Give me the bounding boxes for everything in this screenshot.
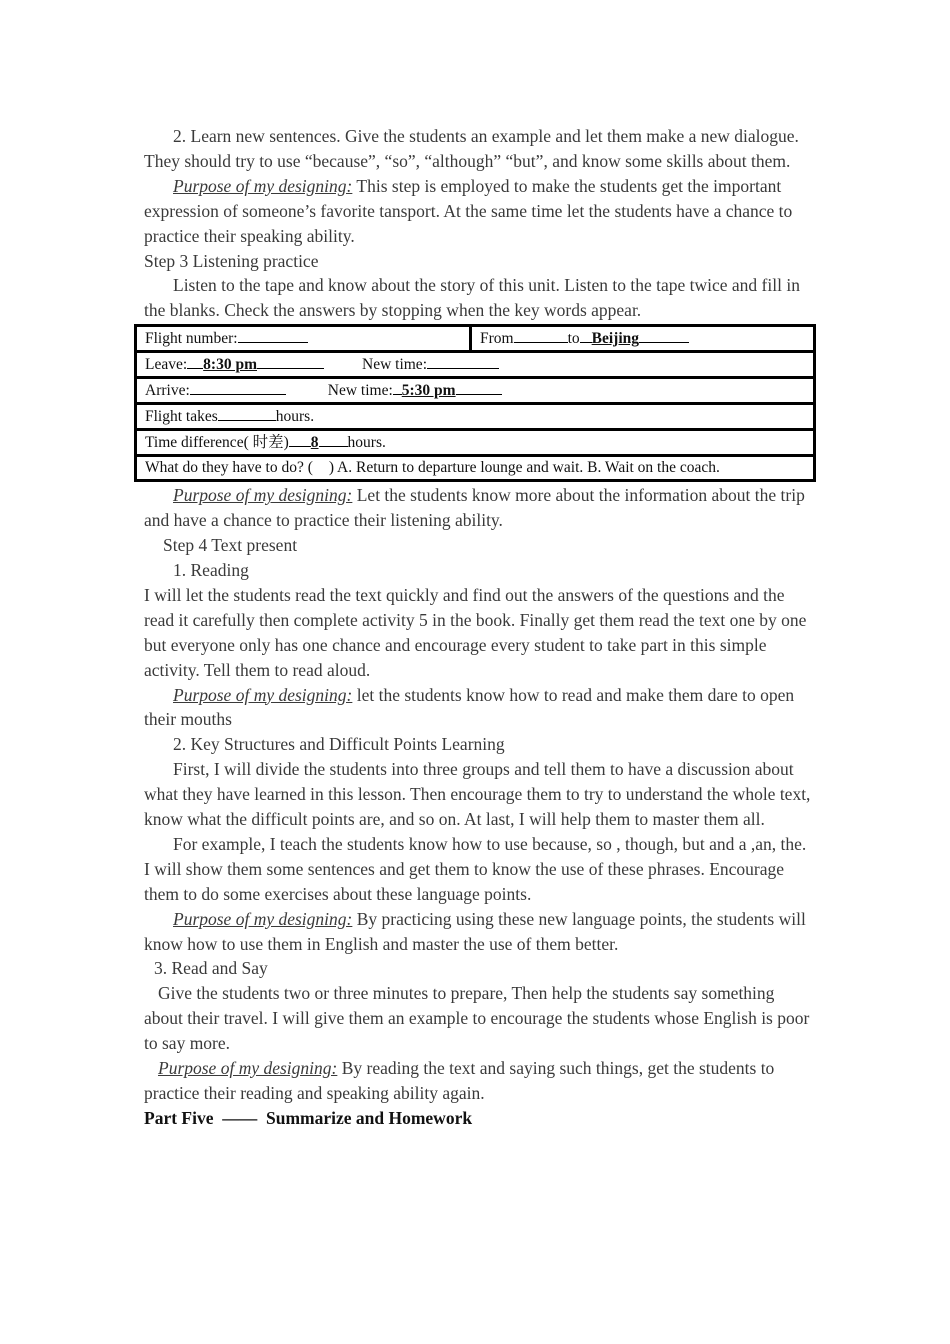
purpose-label: Purpose of my designing: xyxy=(173,485,353,506)
hours-label: hours. xyxy=(347,434,386,452)
step3-heading: Step 3 Listening practice xyxy=(144,250,319,271)
time-difference-label: Time difference( 时差) xyxy=(145,434,289,452)
flight-takes-cell xyxy=(136,404,815,430)
table-row xyxy=(136,456,815,481)
paragraph-purpose-3 xyxy=(144,683,816,733)
purpose-label: Purpose of my designing: xyxy=(173,684,353,705)
key-structures-heading: 2. Key Structures and Difficult Points Learning xyxy=(173,734,505,755)
paragraph-purpose-2 xyxy=(144,483,816,533)
time-difference-value: 8 xyxy=(310,434,319,452)
arrive-cell xyxy=(136,378,815,404)
purpose-text: By practicing using these new language points, the students will know how to use them in English and master the use of them better. xyxy=(144,908,806,954)
blank xyxy=(639,327,689,343)
blank xyxy=(427,353,499,369)
paragraph-learn-sentences: 2. Learn new sentences. Give the students an example and let them make a new dialogue. They should try to use “because”, “so”, “although” “but”, and know some skills about them. xyxy=(144,126,799,171)
to-label: to xyxy=(567,330,580,348)
paragraph-discussion: First, I will divide the students into three groups and tell them to have a discussion about what they have learned in this lesson. Then encourage them to try to understand the whole text, know what the difficult points are, and so on. At last, I will help them to master them all. xyxy=(144,759,811,830)
read-say-heading: 3. Read and Say xyxy=(154,958,268,979)
flight-takes-label: Flight takes xyxy=(145,408,218,426)
arrive-label: Arrive: xyxy=(145,382,190,400)
table-row xyxy=(136,404,815,430)
hours-label: hours. xyxy=(275,408,315,426)
purpose-text: This step is employed to make the students get the important expression of someone’s favorite tansport. At the same time let the students have a chance to practice their speaking ability. xyxy=(144,175,793,246)
blank xyxy=(393,379,402,395)
new-time-label: New time: xyxy=(327,382,393,400)
question-options: ) A. Return to departure lounge and wait. B. Wait on the coach. xyxy=(328,459,720,477)
purpose-label: Purpose of my designing: xyxy=(173,175,353,196)
leave-label: Leave: xyxy=(145,356,188,374)
blank xyxy=(218,405,276,421)
blank xyxy=(514,327,568,343)
document-page xyxy=(144,124,816,1131)
purpose-label: Purpose of my designing: xyxy=(158,1058,338,1079)
table-row xyxy=(136,326,815,352)
arrive-new-value: 5:30 pm xyxy=(401,382,456,400)
new-time-label: New time: xyxy=(362,356,427,374)
from-to-cell xyxy=(471,326,815,352)
purpose-label: Purpose of my designing: xyxy=(173,908,353,929)
table-row xyxy=(136,430,815,456)
part-five-heading: Part Five —— Summarize and Homework xyxy=(144,1107,473,1128)
reading-heading: 1. Reading xyxy=(173,559,249,580)
blank xyxy=(319,431,348,447)
flight-info-table xyxy=(134,324,816,482)
paragraph-listening: Listen to the tape and know about the story of this unit. Listen to the tape twice and fill in the blanks. Check the answers by stopping when the key words appear. xyxy=(144,275,800,321)
table-row xyxy=(136,378,815,404)
blank xyxy=(580,327,592,343)
purpose-text: Let the students know more about the information about the trip and have a chance to practice their listening ability. xyxy=(144,485,805,531)
to-value: Beijing xyxy=(591,330,640,348)
paragraph-prepare: Give the students two or three minutes to prepare, Then help the students say something about their travel. I will give them an example to encourage the students whose English is poor to say more. xyxy=(144,983,810,1054)
paragraph-purpose-4 xyxy=(144,907,816,957)
blank xyxy=(187,353,203,369)
blank xyxy=(190,379,286,395)
leave-cell xyxy=(136,352,815,378)
paragraph-purpose-1 xyxy=(144,174,816,249)
flight-number-label: Flight number: xyxy=(145,330,238,348)
time-difference-cell xyxy=(136,430,815,456)
purpose-text: By reading the text and saying such things, get the students to practice their reading and speaking ability again. xyxy=(144,1058,775,1103)
blank xyxy=(257,353,324,369)
paragraph-example: For example, I teach the students know how to use because, so , though, but and a ,an, the. I will show them some sentences and get them to know the use of these phrases. Encourage them to do some exercises about these language points. xyxy=(144,833,807,904)
question-label: What do they have to do? ( xyxy=(145,459,313,477)
blank xyxy=(238,327,308,343)
flight-number-cell xyxy=(136,326,471,352)
paragraph-purpose-5 xyxy=(144,1056,816,1106)
blank xyxy=(289,431,311,447)
question-cell xyxy=(136,456,815,481)
purpose-text: let the students know how to read and make them dare to open their mouths xyxy=(144,684,795,730)
table-row xyxy=(136,352,815,378)
from-label: From xyxy=(480,330,514,348)
blank xyxy=(456,379,502,395)
paragraph-reading: I will let the students read the text quickly and find out the answers of the questions and the read it carefully then complete activity 5 in the book. Finally get them read the text one by one but everyone only has one chance and encourage every student to take part in this simple activity. Tell them to read aloud. xyxy=(144,584,807,680)
step4-heading: Step 4 Text present xyxy=(163,535,298,556)
leave-value: 8:30 pm xyxy=(203,356,257,374)
